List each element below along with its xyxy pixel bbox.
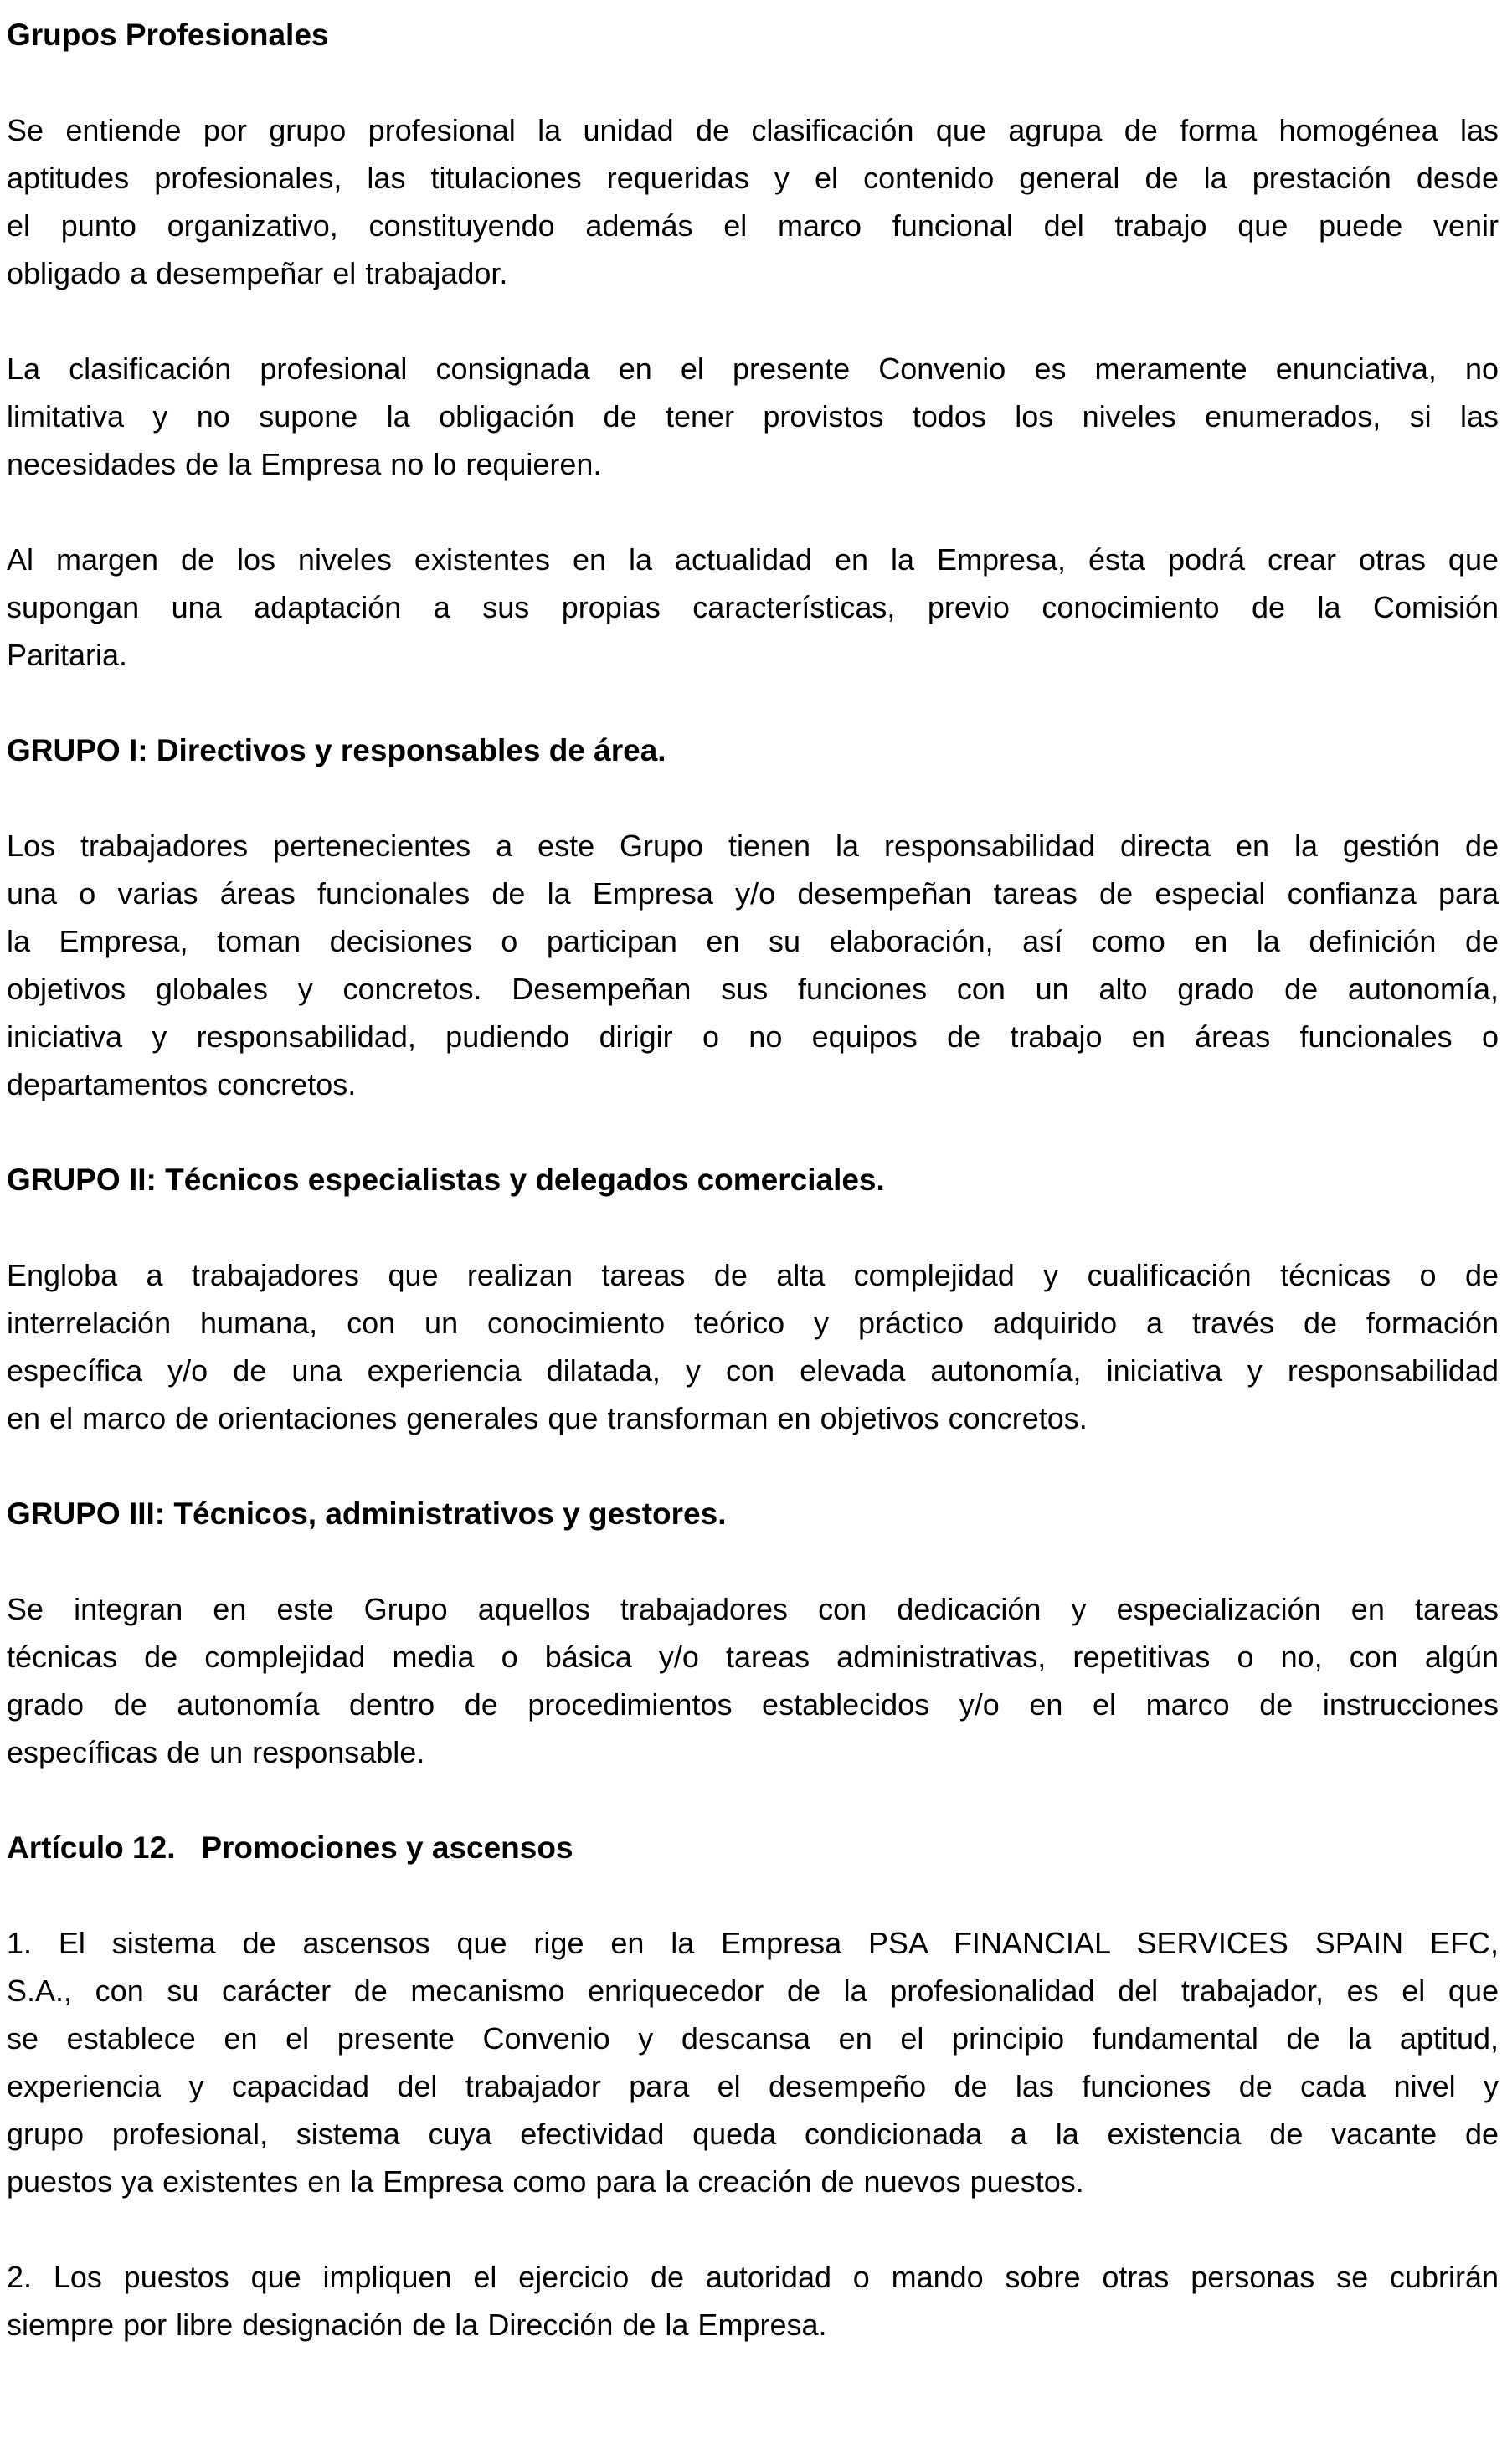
paragraph <box>7 2253 1499 2348</box>
text-line: en el marco de orientaciones generales que transforman en objetivos concretos. <box>7 1401 1088 1435</box>
text-line: el punto organizativo, constituyendo además el marco funcional del trabajo que puede venir <box>7 208 1499 243</box>
text-line: grupo profesional, sistema cuya efectividad queda condicionada a la existencia de vacante de <box>7 2117 1499 2151</box>
text-line: iniciativa y responsabilidad, pudiendo dirigir o no equipos de trabajo en áreas funcionales o <box>7 1019 1499 1054</box>
text-line: S.A., con su carácter de mecanismo enriquecedor de la profesionalidad del trabajador, es el que <box>7 1974 1499 2008</box>
section-heading: GRUPO III: Técnicos, administrativos y gestores. <box>7 1496 727 1531</box>
text-line: siempre por libre designación de la Dirección de la Empresa. <box>7 2307 827 2342</box>
text-line: una o varias áreas funcionales de la Empresa y/o desempeñan tareas de especial confianza para <box>7 876 1499 911</box>
text-line: grado de autonomía dentro de procedimientos establecidos y/o en el marco de instrucciones <box>7 1687 1499 1722</box>
text-line: la Empresa, toman decisiones o participan en su elaboración, así como en la definición de <box>7 924 1499 958</box>
section-heading: Artículo 12. Promociones y ascensos <box>7 1830 573 1865</box>
text-line: puestos ya existentes en la Empresa como para la creación de nuevos puestos. <box>7 2164 1084 2199</box>
paragraph <box>7 822 1499 1108</box>
text-line: Engloba a trabajadores que realizan tareas de alta complejidad y cualificación técnicas o de <box>7 1258 1499 1292</box>
text-line: se establece en el presente Convenio y descansa en el principio fundamental de la aptitud, <box>7 2021 1499 2056</box>
text-line: 1. El sistema de ascensos que rige en la Empresa PSA FINANCIAL SERVICES SPAIN EFC, <box>7 1926 1499 1960</box>
paragraph <box>7 1919 1499 2205</box>
text-line: La clasificación profesional consignada en el presente Convenio es meramente enunciativa, no <box>7 352 1499 386</box>
paragraph <box>7 1585 1499 1776</box>
text-line: obligado a desempeñar el trabajador. <box>7 256 508 290</box>
text-line: Se integran en este Grupo aquellos trabajadores con dedicación y especialización en tareas <box>7 1592 1499 1626</box>
paragraph <box>7 345 1499 488</box>
text-line: técnicas de complejidad media o básica y/o tareas administrativas, repetitivas o no, con algún <box>7 1640 1499 1674</box>
text-line: objetivos globales y concretos. Desempeñan sus funciones con un alto grado de autonomía, <box>7 972 1499 1006</box>
paragraph <box>7 1251 1499 1442</box>
paragraph <box>7 536 1499 679</box>
text-line: Paritaria. <box>7 638 128 672</box>
text-line: experiencia y capacidad del trabajador para el desempeño de las funciones de cada nivel y <box>7 2069 1499 2103</box>
text-line: limitativa y no supone la obligación de tener provistos todos los niveles enumerados, si las <box>7 399 1499 434</box>
text-line: departamentos concretos. <box>7 1067 357 1101</box>
section-heading: Grupos Profesionales <box>7 18 329 52</box>
text-line: 2. Los puestos que impliquen el ejercicio de autoridad o mando sobre otras personas se cubrirán <box>7 2260 1499 2294</box>
text-line: específica y/o de una experiencia dilatada, y con elevada autonomía, iniciativa y responsabilidad <box>7 1353 1499 1388</box>
text-line: supongan una adaptación a sus propias características, previo conocimiento de la Comisión <box>7 590 1499 624</box>
text-line: Al margen de los niveles existentes en la actualidad en la Empresa, ésta podrá crear otras que <box>7 542 1499 577</box>
text-line: necesidades de la Empresa no lo requieren. <box>7 447 602 481</box>
text-line: Los trabajadores pertenecientes a este Grupo tienen la responsabilidad directa en la gestión de <box>7 829 1499 863</box>
text-line: Se entiende por grupo profesional la unidad de clasificación que agrupa de forma homogénea las <box>7 113 1499 147</box>
text-line: aptitudes profesionales, las titulaciones requeridas y el contenido general de la prestación desde <box>7 161 1499 195</box>
text-line: interrelación humana, con un conocimiento teórico y práctico adquirido a través de formación <box>7 1306 1499 1340</box>
section-heading: GRUPO II: Técnicos especialistas y delegados comerciales. <box>7 1163 885 1197</box>
paragraph <box>7 106 1499 297</box>
text-line: específicas de un responsable. <box>7 1735 425 1769</box>
section-heading: GRUPO I: Directivos y responsables de área. <box>7 733 666 767</box>
